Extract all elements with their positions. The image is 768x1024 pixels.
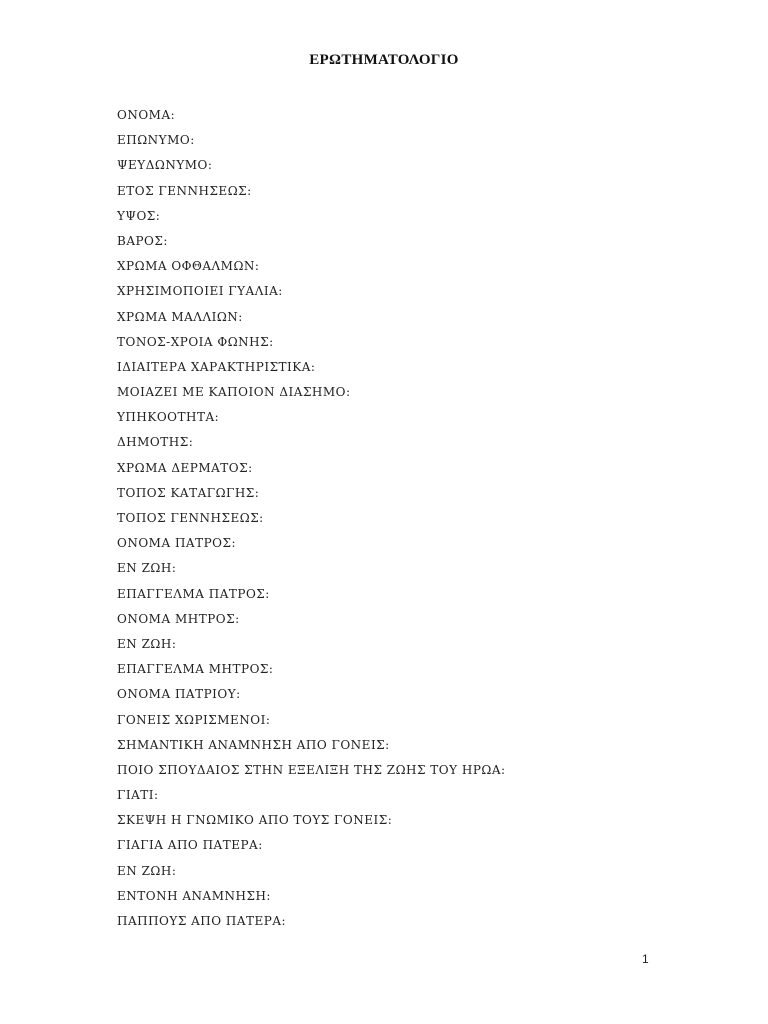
questionnaire-field-label: ΟΝΟΜΑ ΜΗΤΡΟΣ: xyxy=(117,611,240,626)
questionnaire-field-list xyxy=(117,106,506,937)
questionnaire-field-label: ΕΠΑΓΓΕΛΜΑ ΠΑΤΡΟΣ: xyxy=(117,586,270,601)
questionnaire-field-label: ΣΚΕΨΗ Η ΓΝΩΜΙΚΟ ΑΠΟ ΤΟΥΣ ΓΟΝΕΙΣ: xyxy=(117,813,393,828)
questionnaire-field-label: ΓΟΝΕΙΣ ΧΩΡΙΣΜΕΝΟΙ: xyxy=(117,712,271,727)
questionnaire-field-label: ΕΤΟΣ ΓΕΝΝΗΣΕΩΣ: xyxy=(117,183,252,198)
questionnaire-field-label: ΟΝΟΜΑ: xyxy=(117,108,176,122)
questionnaire-field-label: ΥΨΟΣ: xyxy=(117,208,161,223)
questionnaire-field-label: ΧΡΩΜΑ ΟΦΘΑΛΜΩΝ: xyxy=(117,259,260,274)
questionnaire-field-label: ΧΡΩΜΑ ΜΑΛΛΙΩΝ: xyxy=(117,309,243,324)
document-title: ΕΡΩΤΗΜΑΤΟΛΟΓΙΟ xyxy=(309,52,459,68)
questionnaire-field-label: ΕΠΑΓΓΕΛΜΑ ΜΗΤΡΟΣ: xyxy=(117,662,274,677)
questionnaire-field-label: ΧΡΗΣΙΜΟΠΟΙΕΙ ΓΥΑΛΙΑ: xyxy=(117,284,283,299)
questionnaire-field-label: ΤΟΠΟΣ ΓΕΝΝΗΣΕΩΣ: xyxy=(117,511,264,525)
questionnaire-field-label: ΤΟΝΟΣ-ΧΡΟΙΑ ΦΩΝΗΣ: xyxy=(117,334,274,349)
questionnaire-field-label: ΠΟΙΟ ΣΠΟΥΔΑΙΟΣ ΣΤΗΝ ΕΞΕΛΙΞΗ ΤΗΣ ΖΩΗΣ ΤΟΥ ΗΡΩΑ: xyxy=(117,762,506,777)
questionnaire-field-label: ΧΡΩΜΑ ΔΕΡΜΑΤΟΣ: xyxy=(117,460,253,475)
questionnaire-field-label: ΜΟΙΑΖΕΙ ΜΕ ΚΑΠΟΙΟΝ ΔΙΑΣΗΜΟ: xyxy=(117,385,351,400)
questionnaire-field-label: ΕΠΩΝΥΜΟ: xyxy=(117,133,195,148)
questionnaire-field-label: ΓΙΑΤΙ: xyxy=(117,788,159,803)
questionnaire-field-label: ΙΔΙΑΙΤΕΡΑ ΧΑΡΑΚΤΗΡΙΣΤΙΚΑ: xyxy=(117,359,316,374)
questionnaire-field-label: ΒΑΡΟΣ: xyxy=(117,233,168,248)
questionnaire-field-label: ΟΝΟΜΑ ΠΑΤΡΙΟΥ: xyxy=(117,687,241,702)
page-number: 1 xyxy=(642,952,649,966)
questionnaire-field-label: ΕΝ ΖΩΗ: xyxy=(117,561,177,576)
questionnaire-field-label: ΥΠΗΚΟΟΤΗΤΑ: xyxy=(117,410,220,425)
questionnaire-field-label: ΤΟΠΟΣ ΚΑΤΑΓΩΓΗΣ: xyxy=(117,485,260,500)
questionnaire-field-label: ΕΝΤΟΝΗ ΑΝΑΜΝΗΣΗ: xyxy=(117,888,271,903)
questionnaire-field-label: ΕΝ ΖΩΗ: xyxy=(117,863,177,878)
questionnaire-field-label: ΣΗΜΑΝΤΙΚΗ ΑΝΑΜΝΗΣΗ ΑΠΟ ΓΟΝΕΙΣ: xyxy=(117,737,390,752)
questionnaire-field-label: ΠΑΠΠΟΥΣ ΑΠΟ ΠΑΤΕΡΑ: xyxy=(117,914,287,928)
questionnaire-field-label: ΕΝ ΖΩΗ: xyxy=(117,636,177,651)
questionnaire-field-label: ΔΗΜΟΤΗΣ: xyxy=(117,435,194,450)
questionnaire-field-label: ΓΙΑΓΙΑ ΑΠΟ ΠΑΤΕΡΑ: xyxy=(117,838,263,853)
questionnaire-field-label: ΟΝΟΜΑ ΠΑΤΡΟΣ: xyxy=(117,536,237,551)
questionnaire-field-label: ΨΕΥΔΩΝΥΜΟ: xyxy=(117,158,213,173)
